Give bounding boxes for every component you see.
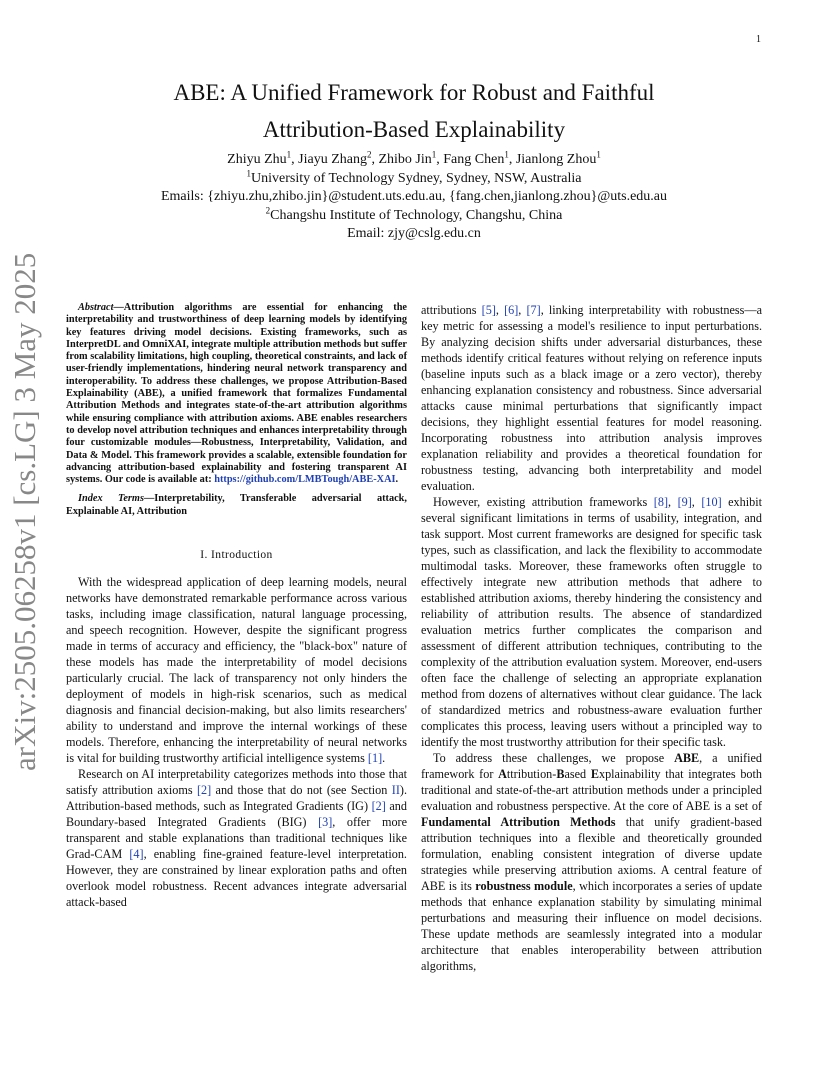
citation-link[interactable]: [6] [504, 303, 519, 317]
text: , a unified framework for [421, 751, 762, 781]
text: xplainability that integrates both traditional and state-of-the-art attribution methods under a principled evaluation and robustness perspective. At the core of ABE is a set of [421, 767, 762, 813]
emphasis: ABE [674, 751, 700, 765]
author-affiliation-mark: 1 [286, 149, 292, 160]
citation-link[interactable]: [3] [318, 815, 333, 830]
emphasis: A [498, 767, 507, 781]
citation-link[interactable]: [4] [129, 847, 144, 862]
left-column [66, 302, 407, 910]
paragraph [421, 302, 762, 494]
text: and Boundary-based Integrated Gradients (BIG) [66, 799, 407, 830]
text: To address these challenges, we propose [433, 751, 675, 765]
text: , linking interpretability with robustness—a key metric for assessing a model's resilience to input perturbations. By analyzing decision shifts under adversarial disturbances, these methods identify critical features without relying on reference inputs (baseline inputs such as a black image or a zero vector), thereby enhancing explanation consistency and robustness. Since adversarial attacks cause minimal perturbations that significantly impact decisions, they highlight essential features for model reasoning. Incorporating robustness into attribution analysis improves explanation reliability and provides a theoretical foundation for robustness testing, advancing both interpretability and model evaluation. [421, 303, 762, 493]
author-name: Jianlong Zhou [515, 152, 597, 167]
emphasis: robustness module [475, 879, 573, 893]
affiliation-name: University of Technology Sydney, Sydney, NSW, Australia [251, 170, 582, 186]
citation-link[interactable]: [2] [196, 783, 212, 798]
paragraph [66, 766, 407, 910]
text: , [518, 303, 527, 317]
author-affiliation-mark: 1 [596, 149, 601, 160]
text: ttribution- [506, 767, 557, 781]
text: . [382, 751, 386, 766]
author-name: Zhiyu Zhu [227, 152, 287, 167]
text: , offer more transparent and stable explanations than traditional techniques like Grad-CAM [66, 815, 407, 862]
citation-link[interactable]: [7] [526, 303, 541, 317]
text: and those that do not (see Section [211, 783, 392, 798]
text: ased [564, 767, 591, 781]
author-affiliation-mark: 1 [504, 149, 509, 160]
index-terms-label: Index Terms [78, 493, 144, 505]
abstract-text: —Attribution algorithms are essential for enhancing the interpretability and trustworthiness of deep learning models by identifying key features driving model decisions. Existing frameworks, such as InterpretDL and OmniXAI, integrate multiple attribution methods but suffer from scalability limitations, high coupling, theoretical constraints, and lack of user-friendly implementations, hindering neural network transparency and interoperability. To address these challenges, we propose Attribution-Based Explainability (ABE), a unified framework that formalizes Fundamental Attribution Methods and integrates state-of-the-art attribution algorithms while ensuring compliance with attribution axioms. ABE enables researchers to develop novel attribution techniques and enhances interpretability through four customizable modules—Robustness, Interpretability, Validation, and Data & Model. This framework provides a scalable, extensible foundation for advancing attribution-based explainability and fostering transparent AI systems. Our code is available at: [66, 302, 407, 486]
paragraph [66, 574, 407, 766]
author-name: Fang Chen [443, 152, 505, 167]
text: Research on AI interpretability categorizes methods into those that satisfy attribution axioms [66, 767, 407, 798]
title-line-1: ABE: A Unified Framework for Robust and Faithful [173, 80, 655, 105]
affiliation-2 [80, 204, 748, 226]
title-line-2: Attribution-Based Explainability [262, 117, 566, 142]
affiliation-mark: 2 [265, 204, 271, 215]
affiliation-name: Changshu Institute of Technology, Changshu, China [270, 207, 563, 223]
text: exhibit several significant limitations in terms of usability, integration, and task support. Most current frameworks are designed for specific task types, such as classification, and lack the flexibility to accommodate multimodal tasks. Moreover, these frameworks often struggle to effectively integrate new attribution methods that adhere to established attribution axioms, thereby hindering the consistency and reliability of attribution results. The absence of standardized evaluation metrics further complicates the comparison and assessment of different attribution techniques, contributing to the complexity of the attribution evaluation system. Moreover, end-users often face the challenge of selecting an appropriate explanation method from dozens of alternatives without clear guidance. The lack of standardized metrics and robustness-aware evaluation further complicates this process, leaving users without a principled way to identify the most trustworthy attribution for their specific task. [421, 495, 762, 749]
emails-1: Emails: {zhiyu.zhu,zhibo.jin}@student.uts.edu.au, {fang.chen,jianlong.zhou}@uts.edu.au [160, 189, 667, 204]
citation-link[interactable]: [2] [371, 799, 386, 814]
citation-link[interactable]: [9] [677, 495, 692, 509]
index-terms [66, 493, 407, 518]
text: that unify gradient-based attribution techniques into a flexible and theoretically grounded formulation, enabling consistent integration of diverse update strategies while preserving attribution axioms. A central feature of ABE is its [421, 815, 763, 893]
text: , [691, 495, 702, 509]
section-heading-introduction: I. Introduction [200, 549, 273, 562]
right-column [421, 302, 762, 974]
affiliation-mark: 1 [246, 167, 252, 178]
text: , which incorporates a series of update methods that enhance explanation stability by simulating minimal perturbations and measuring their influence on model decisions. These update methods are seamlessly integrated into a modular architecture that enables interoperability between attribution algorithms, [421, 879, 762, 973]
citation-link[interactable]: [8] [653, 495, 669, 509]
author-name: Jiayu Zhang [298, 152, 367, 167]
citation-link[interactable]: [10] [701, 495, 722, 509]
text: With the widespread application of deep learning models, neural networks have demonstrated remarkable performance across various tasks, including image classification, natural language processing, and speech recognition. However, despite the significant progress made in terms of accuracy and efficiency, the "black-box" nature of these models has made the interpretability of model decisions particularly crucial. The lack of transparency not only hinders the deployment of models in high-risk scenarios, such as medical diagnosis and financial decision-making, but also limits researchers' ability to understand and improve the internal workings of these models. Therefore, enhancing the interpretability of neural networks is vital for building trustworthy artificial intelligence systems [66, 575, 407, 766]
text: , [668, 495, 678, 509]
author-affiliation-mark: 2 [366, 149, 372, 160]
citation-link[interactable]: [1] [367, 751, 383, 766]
author-block [80, 151, 748, 244]
paragraph [421, 750, 762, 974]
emphasis: E [590, 767, 599, 781]
emphasis: B [556, 767, 565, 781]
author-name: Zhibo Jin [378, 152, 432, 167]
emphasis: Fundamental Attribution Methods [421, 815, 616, 829]
code-link[interactable]: https://github.com/LMBTough/ABE-XAI [214, 474, 396, 486]
page-number: 1 [756, 34, 761, 45]
text: However, existing attribution frameworks [433, 495, 654, 509]
text: , [495, 303, 505, 317]
abstract [66, 302, 407, 486]
author-list: Zhiyu Zhu$^1$, Jiayu Zhang$^2$, Zhibo Jin$^1$, Fang Chen$^1$, Jianlong Zhou$^1$ [227, 149, 601, 167]
text: attributions [421, 303, 482, 317]
index-terms-text: —Interpretability, Transferable adversarial attack, Explainable AI, Attribution [66, 493, 407, 517]
abstract-label: Abstract [78, 302, 114, 313]
affiliation-1 [80, 167, 748, 189]
text: , enabling fine-grained feature-level interpretation. However, they are constrained by linear exploration paths and often overlook model robustness. Recent advances integrate adversarial attack-based [66, 847, 407, 910]
section-link[interactable]: II [391, 783, 400, 798]
text: ). Attribution-based methods, such as Integrated Gradients (IG) [66, 783, 407, 814]
arxiv-identifier: arXiv:2505.06258v1 [cs.LG] 3 May 2025 [7, 252, 42, 771]
abstract-end: . [395, 474, 399, 486]
author-affiliation-mark: 1 [431, 149, 437, 160]
email-2: Email: zjy@cslg.edu.cn [347, 226, 481, 241]
paragraph [421, 494, 762, 750]
citation-link[interactable]: [5] [481, 303, 496, 317]
paper-title [80, 74, 748, 148]
